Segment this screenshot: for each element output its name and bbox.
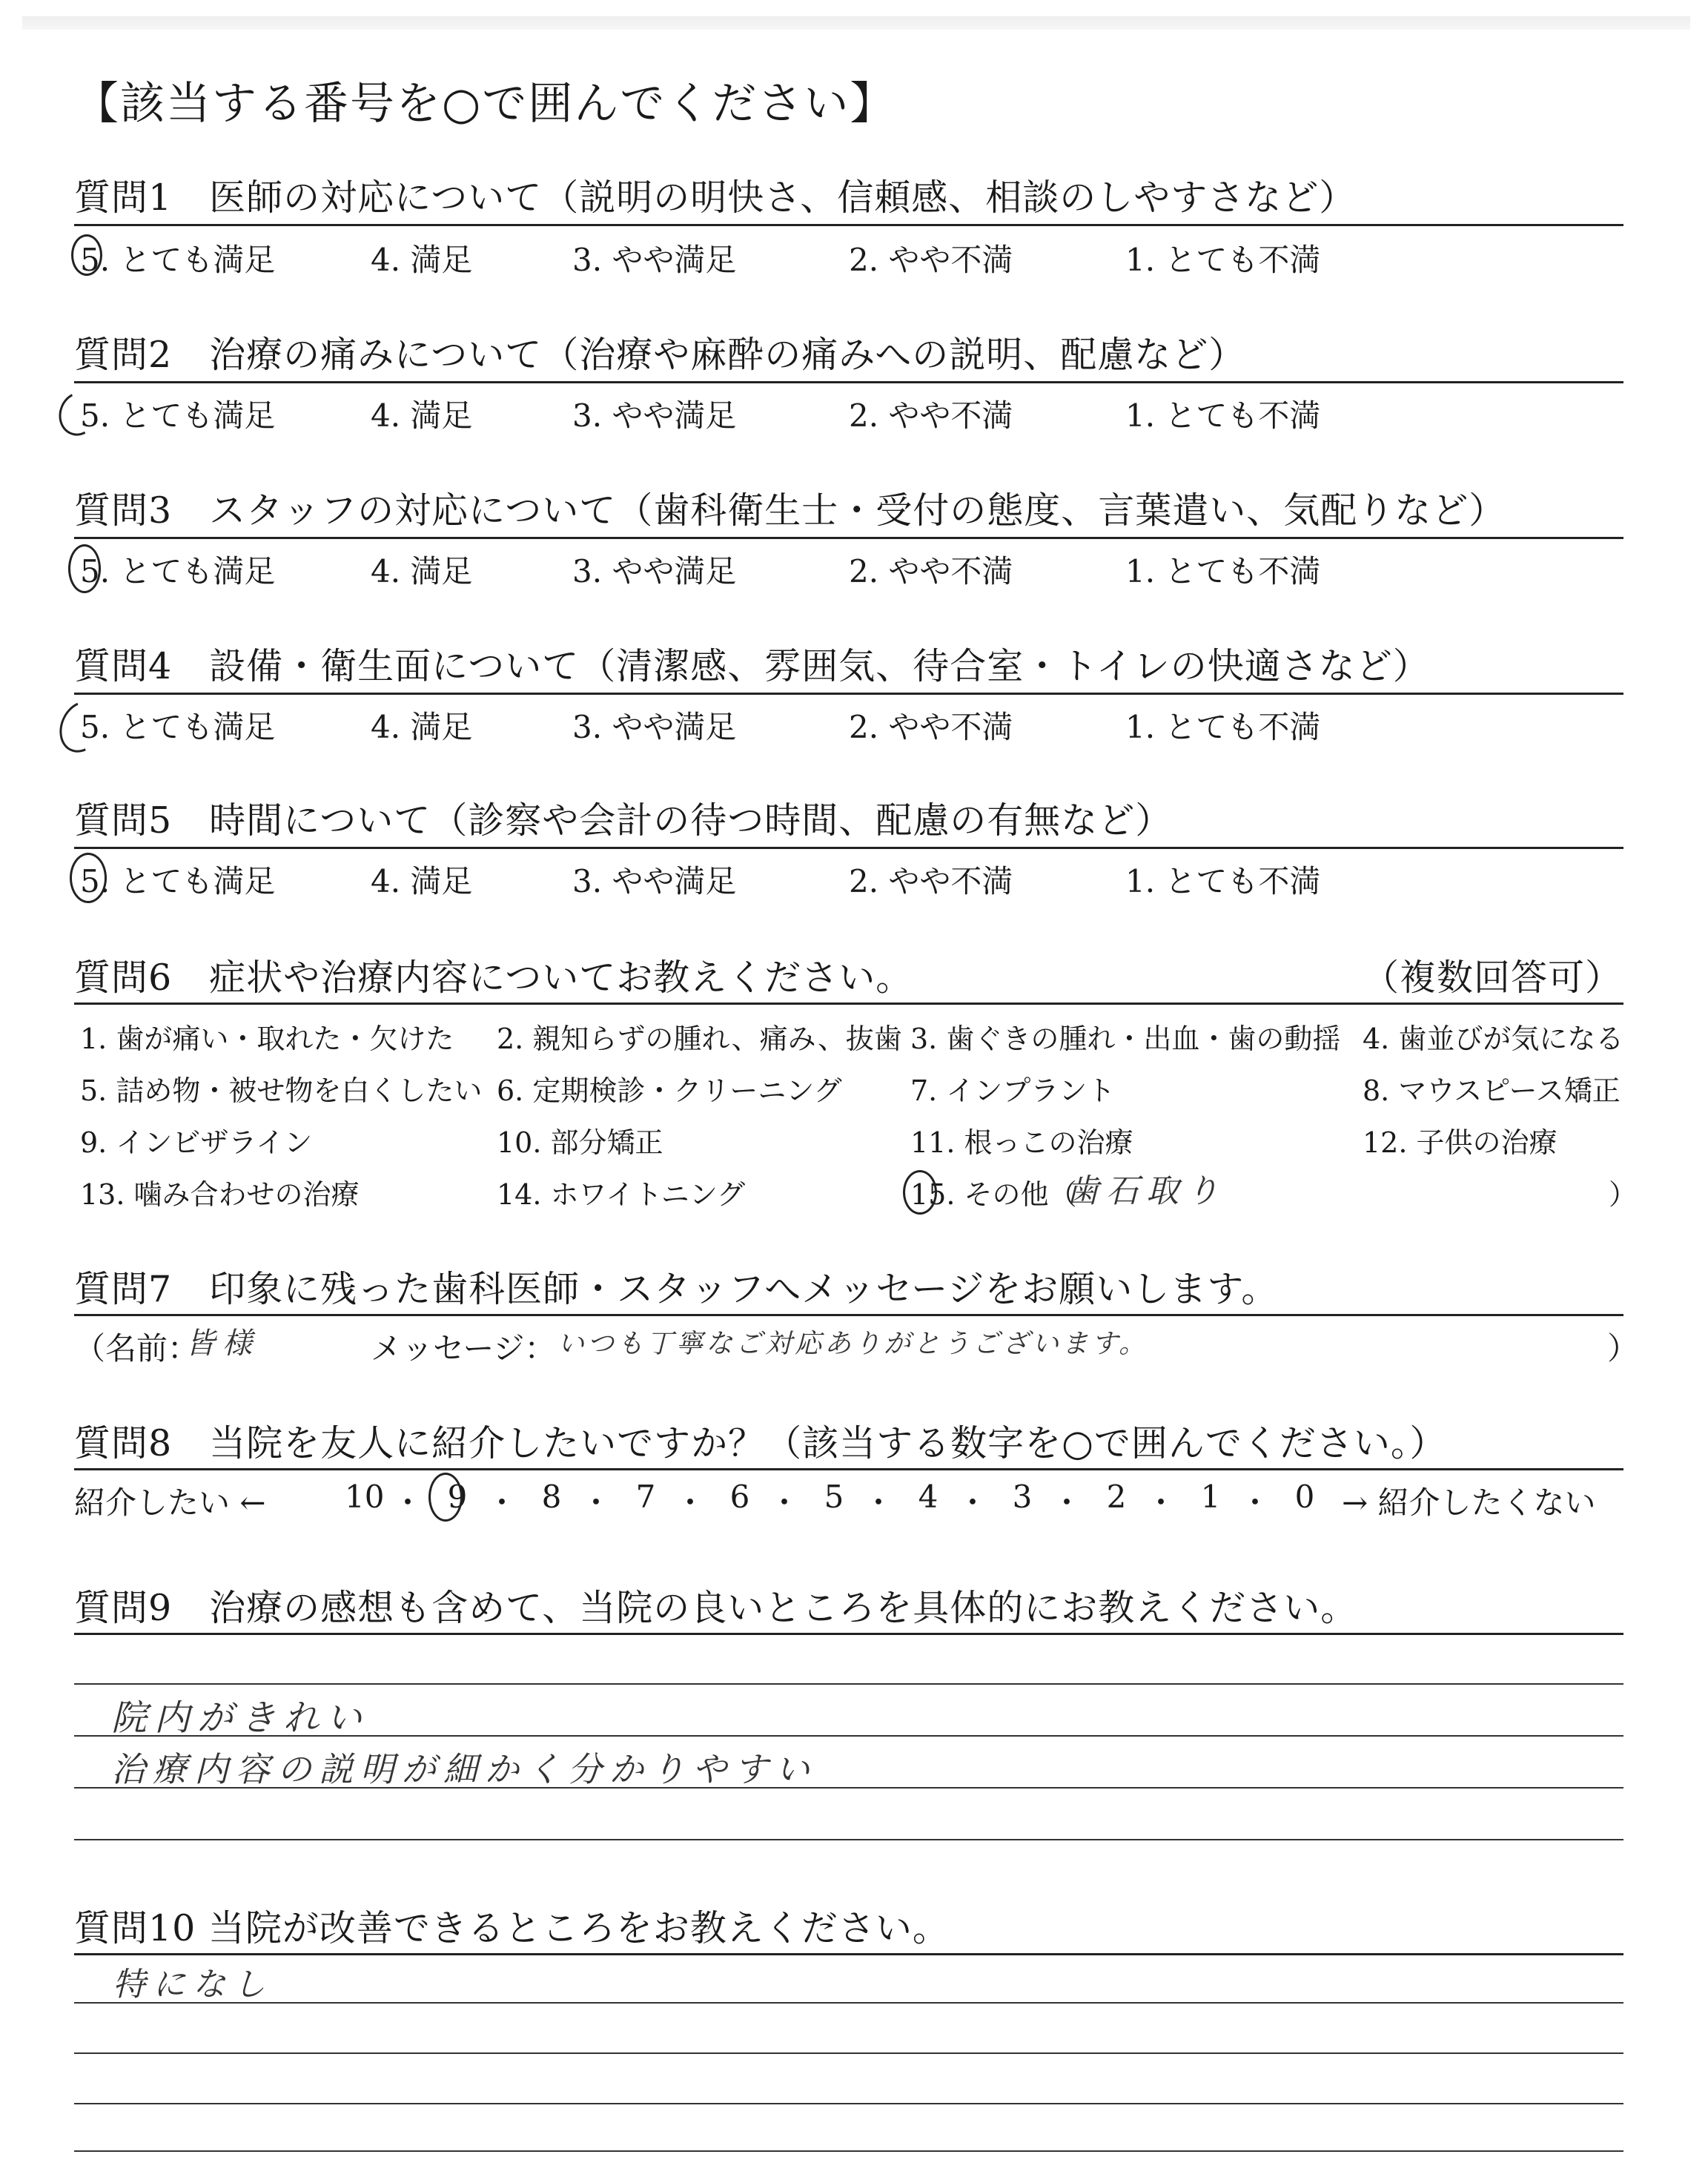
- q8-scale-separator: ・: [862, 1484, 894, 1521]
- q4-option-5[interactable]: 5. とても満足: [80, 709, 276, 745]
- question-7-rule: [74, 1314, 1623, 1316]
- q4-option-1[interactable]: 1. とても不満: [1125, 709, 1321, 745]
- q6-option-14[interactable]: 14. ホワイトニング: [497, 1178, 746, 1211]
- question-10-title: 質問10 当院が改善できるところをお教えください。: [74, 1907, 950, 1949]
- question-3-title: 質問3 スタッフの対応について（歯科衛生士・受付の態度、言葉遣い、気配りなど）: [74, 489, 1506, 532]
- q6-option-4[interactable]: 4. 歯並びが気になる: [1363, 1023, 1624, 1055]
- q8-scale-value-3[interactable]: 3: [1012, 1479, 1033, 1515]
- q8-left-label: 紹介したい ←: [74, 1484, 266, 1521]
- q6-other-handwritten: 歯石取り: [1066, 1172, 1226, 1210]
- q3-selection-circle: [68, 544, 101, 593]
- question-2-rule: [74, 381, 1623, 383]
- q8-scale-value-0[interactable]: 0: [1294, 1479, 1315, 1515]
- q6-option-1[interactable]: 1. 歯が痛い・取れた・欠けた: [80, 1023, 454, 1055]
- q6-option-10[interactable]: 10. 部分矯正: [497, 1126, 663, 1159]
- question-6-title: 質問6 症状や治療内容についてお教えください。: [74, 957, 913, 999]
- q3-option-4[interactable]: 4. 満足: [371, 553, 473, 589]
- question-9-title: 質問9 治療の感想も含めて、当院の良いところを具体的にお教えください。: [74, 1587, 1358, 1629]
- q10-answer-line: [74, 2002, 1623, 2004]
- q6-option-12[interactable]: 12. 子供の治療: [1363, 1126, 1558, 1159]
- question-10-rule: [74, 1953, 1623, 1955]
- q2-option-3[interactable]: 3. やや満足: [572, 397, 737, 434]
- q6-option-2[interactable]: 2. 親知らずの腫れ、痛み、抜歯: [497, 1023, 902, 1055]
- q5-option-2[interactable]: 2. やや不満: [849, 863, 1013, 899]
- q8-scale-separator: ・: [956, 1484, 988, 1521]
- q6-option-7[interactable]: 7. インプラント: [910, 1074, 1116, 1107]
- q8-scale-value-10[interactable]: 10: [345, 1479, 385, 1515]
- question-8-rule: [74, 1468, 1623, 1470]
- q9-answer-1: 院内がきれい: [111, 1697, 370, 1739]
- q8-scale-value-2[interactable]: 2: [1106, 1479, 1127, 1515]
- q8-scale-separator: ・: [674, 1484, 706, 1521]
- q8-scale-value-5[interactable]: 5: [824, 1479, 844, 1515]
- question-5-title: 質問5 時間について（診察や会計の待つ時間、配慮の有無など）: [74, 799, 1173, 842]
- q10-answer-line: [74, 2150, 1623, 2152]
- q4-option-2[interactable]: 2. やや不満: [849, 709, 1013, 745]
- q7-message-handwritten: いつも丁寧なご対応ありがとうございます。: [557, 1329, 1149, 1359]
- question-6-rule: [74, 1003, 1623, 1005]
- q2-option-5[interactable]: 5. とても満足: [80, 397, 276, 434]
- q6-option-9[interactable]: 9. インビザライン: [80, 1126, 313, 1159]
- instruction-heading: 【該当する番号を○で囲んでください】: [74, 78, 896, 130]
- q2-option-4[interactable]: 4. 満足: [371, 397, 473, 434]
- q3-option-3[interactable]: 3. やや満足: [572, 553, 737, 589]
- q1-option-1[interactable]: 1. とても不満: [1125, 242, 1321, 278]
- q6-other-close-paren: ）: [1609, 1178, 1638, 1211]
- q5-option-5[interactable]: 5. とても満足: [80, 863, 276, 899]
- q7-close-paren: ）: [1607, 1330, 1639, 1367]
- q6-option-3[interactable]: 3. 歯ぐきの腫れ・出血・歯の動揺: [910, 1023, 1341, 1055]
- scan-top-edge: [22, 16, 1690, 30]
- q6-option-13[interactable]: 13. 噛み合わせの治療: [80, 1178, 360, 1211]
- q1-option-3[interactable]: 3. やや満足: [572, 242, 737, 278]
- q8-selection-circle: [428, 1473, 463, 1522]
- q10-answer-line: [74, 2052, 1623, 2054]
- q1-option-4[interactable]: 4. 満足: [371, 242, 473, 278]
- q6-option-5[interactable]: 5. 詰め物・被せ物を白くしたい: [80, 1074, 483, 1107]
- q6-option-8[interactable]: 8. マウスピース矯正: [1363, 1074, 1621, 1107]
- question-3-rule: [74, 537, 1623, 539]
- q8-scale-value-4[interactable]: 4: [918, 1479, 939, 1515]
- q8-scale-value-9[interactable]: 9: [447, 1479, 468, 1515]
- question-2-title: 質問2 治療の痛みについて（治療や麻酔の痛みへの説明、配慮など）: [74, 334, 1246, 376]
- question-8-title: 質問8 当院を友人に紹介したいですか？（該当する数字を○で囲んでください。）: [74, 1422, 1447, 1464]
- q8-scale-separator: ・: [1239, 1484, 1271, 1521]
- q5-option-1[interactable]: 1. とても不満: [1125, 863, 1321, 899]
- q8-scale-separator: ・: [486, 1484, 517, 1521]
- q10-answer-1: 特になし: [113, 1966, 273, 2004]
- q8-scale-value-6[interactable]: 6: [729, 1479, 750, 1515]
- q5-option-3[interactable]: 3. やや満足: [572, 863, 737, 899]
- q8-scale-value-7[interactable]: 7: [635, 1479, 656, 1515]
- q8-scale-value-1[interactable]: 1: [1200, 1479, 1221, 1515]
- q3-option-5[interactable]: 5. とても満足: [80, 553, 276, 589]
- q6-selection-circle: [903, 1170, 937, 1215]
- question-9-rule: [74, 1633, 1623, 1635]
- q9-answer-line: [74, 1839, 1623, 1840]
- question-6-note: （複数回答可）: [1363, 957, 1623, 999]
- q9-answer-line: [74, 1683, 1623, 1685]
- q6-option-11[interactable]: 11. 根っこの治療: [910, 1126, 1133, 1159]
- q6-option-15[interactable]: 15. その他（: [910, 1178, 1077, 1211]
- q8-scale-separator: ・: [768, 1484, 800, 1521]
- q8-right-label: → 紹介したくない: [1342, 1484, 1596, 1521]
- q7-name-handwritten: 皆様: [185, 1327, 259, 1361]
- question-5-rule: [74, 847, 1623, 849]
- q6-option-6[interactable]: 6. 定期検診・クリーニング: [497, 1074, 842, 1107]
- question-4-rule: [74, 693, 1623, 695]
- q10-answer-line: [74, 2103, 1623, 2104]
- question-4-title: 質問4 設備・衛生面について（清潔感、雰囲気、待合室・トイレの快適さなど）: [74, 645, 1430, 687]
- q4-option-4[interactable]: 4. 満足: [371, 709, 473, 745]
- q4-option-3[interactable]: 3. やや満足: [572, 709, 737, 745]
- q3-option-2[interactable]: 2. やや不満: [849, 553, 1013, 589]
- q7-message-label: メッセージ：: [371, 1330, 556, 1367]
- q1-option-5[interactable]: 5. とても満足: [80, 242, 276, 278]
- question-7-title: 質問7 印象に残った歯科医師・スタッフへメッセージをお願いします。: [74, 1268, 1279, 1310]
- q2-option-1[interactable]: 1. とても不満: [1125, 397, 1321, 434]
- q8-scale-value-8[interactable]: 8: [541, 1479, 562, 1515]
- q8-scale-separator: ・: [391, 1484, 423, 1521]
- q5-option-4[interactable]: 4. 満足: [371, 863, 473, 899]
- q1-selection-circle: [71, 234, 102, 276]
- q8-scale-separator: ・: [1050, 1484, 1082, 1521]
- q7-name-label: （名前：: [74, 1330, 199, 1367]
- q3-option-1[interactable]: 1. とても不満: [1125, 553, 1321, 589]
- q9-answer-2: 治療内容の説明が細かく分かりやすい: [111, 1749, 817, 1789]
- question-1-title: 質問1 医師の対応について（説明の明快さ、信頼感、相談のしやすさなど）: [74, 176, 1357, 219]
- question-1-rule: [74, 224, 1623, 226]
- q5-selection-circle: [70, 853, 107, 903]
- q8-scale-separator: ・: [1145, 1484, 1176, 1521]
- q2-option-2[interactable]: 2. やや不満: [849, 397, 1013, 434]
- q8-scale-separator: ・: [580, 1484, 612, 1521]
- q1-option-2[interactable]: 2. やや不満: [849, 242, 1013, 278]
